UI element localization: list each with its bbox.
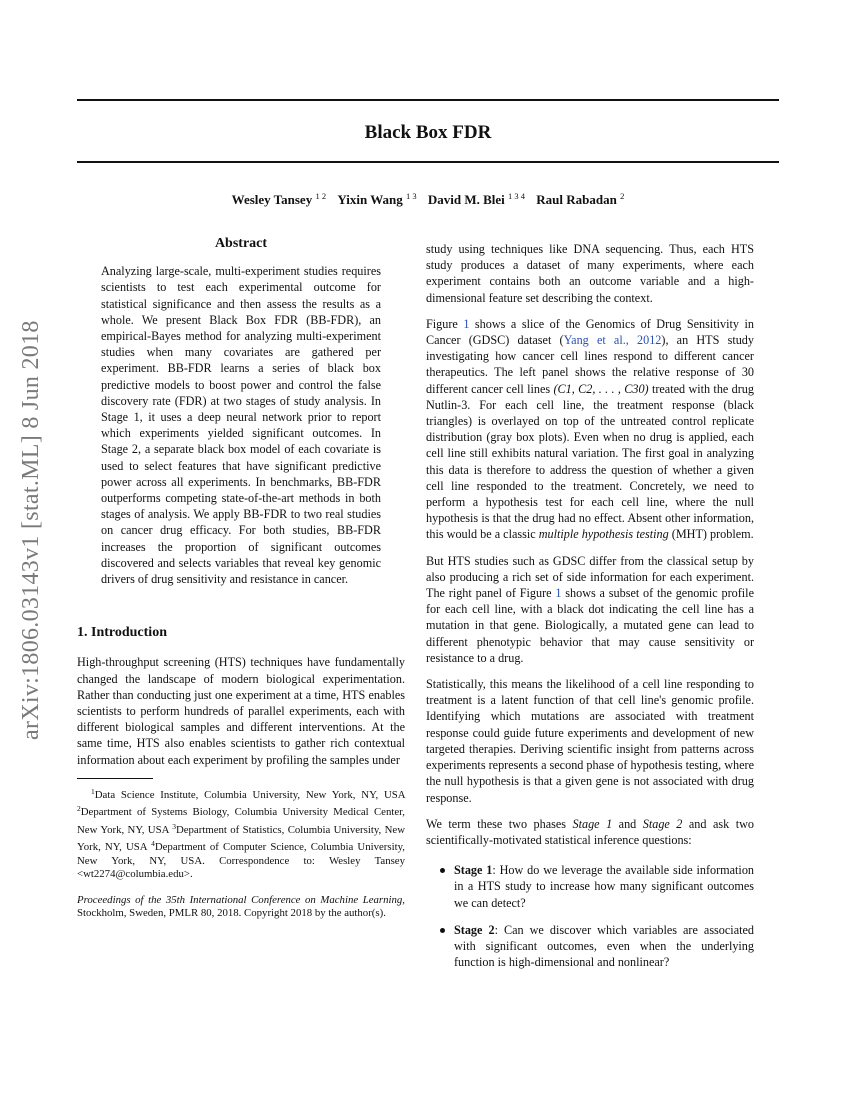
section-heading-introduction: 1. Introduction: [77, 625, 167, 641]
paragraph: We term these two phases Stage 1 and Stage 2 and ask two scientifically-motivated statistical inference questions:: [426, 816, 754, 847]
paragraph: Statistically, this means the likelihood of a cell line responding to treatment is a latent function of that cell line's genomic profile. Identifying which mutations are associated with treatment response could guide future experiments and development of new targeted therapies. Deriving scientific insight from patterns across experiments represents a second phase of hypothesis testing, where the null hypothesis is that a given gene is not associated with drug response.: [426, 677, 754, 805]
list-item: Stage 1: How do we leverage the available side information in a HTS study to increase how many significant outcomes we can detect?: [454, 863, 755, 910]
citation-link[interactable]: Yang et al., 2012: [563, 333, 662, 348]
paragraph: But HTS studies such as GDSC differ from the classical setup by also producing a rich set of side information for each experiment. The right panel of Figure 1 shows a subset of the genomic profile for each cell line, with a black dot indicating the cell line has a mutation in that gene. Biologically, a mutated gene can lead to different phenotypic behavior that may cause sensitivity or resistance to a drug.: [426, 553, 754, 665]
proceedings-note: Proceedings of the 35th International Conference on Machine Learning, Stockholm, Sweden, PMLR 80, 2018. Copyright 2018 by the author(s).: [77, 893, 405, 920]
right-column: [426, 241, 754, 981]
title-top-rule: [77, 99, 779, 101]
stage-list: [426, 862, 754, 970]
footnote-affiliation-4: Department of Computer Science, Columbia University, New York, NY, USA. Correspondence to: Wesley Tansey <wt2274@columbia.edu>.: [77, 841, 405, 881]
author: Yixin Wang $^{1 3}$: [337, 191, 417, 207]
author: Wesley Tansey $^{1 2}$: [231, 191, 327, 207]
figure-ref-link[interactable]: 1: [463, 316, 470, 331]
author: Raul Rabadan $^2$: [536, 191, 625, 207]
list-item: Stage 2: Can we discover which variables are associated with significant outcomes, even when the underlying function is high-dimensional and nonlinear?: [454, 922, 754, 970]
footnote-affiliation-1: Data Science Institute, Columbia University, New York, NY, USA: [94, 788, 405, 801]
title-bottom-rule: [77, 161, 779, 163]
footnotes: $^1$Data Science Institute, Columbia University, New York, NY, USA $^2$Department of Systems Biology, Columbia University Medical Center, New York, NY, USA $^3$Department of Statistics, Columbia University, New York, NY, USA $^4$Department of Computer Science, Columbia University, New York, NY, USA. Correspondence to: Wesley Tansey <wt2274@columbia.edu>. Proceedings of the 35th International Conference on Machine Learning, Stockholm, Sweden, PMLR 80, 2018. Copyright 2018 by the author(s).: [77, 786, 405, 920]
left-column: [77, 236, 405, 921]
paragraph: study using techniques like DNA sequencing. Thus, each HTS study produces a dataset of many experiments, where each experiment contains both an outcome variable and a high-dimensional feature set describing the context.: [426, 242, 754, 305]
arxiv-watermark: arXiv:1806.03143v1 [stat.ML] 8 Jun 2018: [18, 320, 44, 740]
intro-paragraph: High-throughput screening (HTS) techniques have fundamentally changed the landscape of modern biological experimentation. Rather than conducting just one experiment at a time, HTS enables scientists to perform hundreds of parallel experiments, each with different biological samples and different interventions. At the same time, HTS also enables scientists to gather rich contextual information about each experiment by profiling the samples under: [77, 655, 405, 767]
footnote-affiliation-3: Department of Statistics, Columbia University, New York, NY, USA: [77, 823, 405, 854]
author: David M. Blei $^{1 3 4}$: [427, 191, 526, 207]
author-list: [77, 191, 779, 208]
paper-title: Black Box FDR: [364, 122, 492, 143]
footnote-affiliation-2: Department of Systems Biology, Columbia University Medical Center, New York, NY, USA: [77, 806, 405, 836]
paragraph: Figure 1 shows a slice of the Genomics of Drug Sensitivity in Cancer (GDSC) dataset (Yang et al., 2012), an HTS study investigating how cancer cell lines respond to different cancer therapeutics. The left panel shows the relative response of 30 different cancer cell lines (C1, C2, . . . , C30) treated with the drug Nutlin-3. For each cell line, the treatment response (black triangles) is overlayed on top of the untreated control replicate distribution (gray box plots). Even when no drug is applied, each cell line still exhibits natural variation. The first goal in analyzing this data is therefore to address the question of whether a given cell line responded to the treatment. Concretely, we need to perform a hypothesis test for each cell line, where the null hypothesis is that the drug had no effect. Absent other information, this would be a classic multiple hypothesis testing (MHT) problem.: [426, 316, 754, 542]
footnote-divider: [77, 778, 153, 779]
abstract-heading: Abstract: [214, 236, 268, 251]
abstract-text: Analyzing large-scale, multi-experiment studies requires scientists to test each experimental outcome for statistical significance and then assess the results as a whole. We present Black Box FDR (BB-FDR), an empirical-Bayes method for analyzing multi-experiment studies when many covariates are gathered per experiment. BB-FDR learns a series of black box predictive models to boost power and control the false discovery rate (FDR) at two stages of study analysis. In Stage 1, it uses a deep neural network prior to report which experiments yielded significant outcomes. In Stage 2, a separate black box model of each covariate is used to select features that have significant predictive power across all experiments. In benchmarks, BB-FDR outperforms competing state-of-the-art methods in both stages of analysis. We apply BB-FDR to two real studies on cancer drug efficacy. For both studies, BB-FDR increases the proportion of significant outcomes discovered and selects variables that reveal key genomic drivers of drug sensitivity and resistance in cancer.: [101, 264, 381, 587]
figure-ref-link[interactable]: 1: [555, 586, 562, 601]
